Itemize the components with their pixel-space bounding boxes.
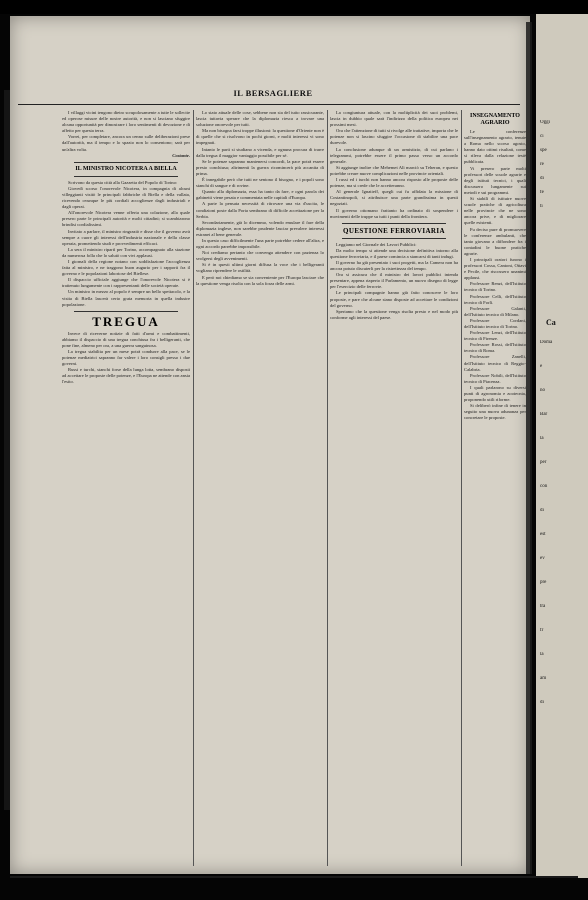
paragraph: La congiuntura attuale, con la moltiplicità dei suoi problemi, lascia in dubbio quale sarà l'indirizzo della politica europea nei prossimi mesi.	[330, 110, 458, 128]
adjacent-page-line: spe	[540, 148, 547, 153]
masthead-title: IL BERSAGLIERE	[233, 88, 313, 98]
paragraph: Professore Cordani, dell'Istituto tecnico di Torino.	[464, 317, 526, 329]
adjacent-page-line: di	[540, 176, 544, 181]
adjacent-page-line: Bar	[540, 412, 548, 417]
header-rule	[18, 104, 520, 105]
adjacent-page-line: no	[540, 388, 545, 393]
adjacent-page-line: ci	[540, 134, 544, 139]
adjacent-page-line: con	[540, 484, 548, 489]
paragraph: Si è in questi ultimi giorni diffusa la voce che i belligeranti vogliano riprendere le ostilità.	[196, 262, 324, 274]
paragraph: Professore Galanti, dell'Istituto tecnico di Milano.	[464, 305, 526, 317]
paragraph: Professore Nobili, dell'Istituto tecnico di Piacenza.	[464, 372, 526, 384]
paragraph: Russi e turchi, stanchi forse della lunga lotta, sembrano disposti ad accettare le proposte delle potenze, e l'Europa ne attende con ansia l'esito.	[62, 367, 190, 385]
paragraph: Ora si assicura che il ministro dei lavori pubblici intenda presentare, appena riaperto il Parlamento, un nuovo disegno di legge per l'esercizio delle ferrovie.	[330, 272, 458, 290]
article-title: TREGUA	[92, 313, 160, 329]
article-title: IL MINISTRO NICOTERA A BIELLA	[75, 165, 177, 172]
bottom-border	[10, 876, 578, 878]
adjacent-page-line: tra	[540, 604, 546, 609]
paragraph: Professore Zanelli, dell'Istituto tecnico di Reggio-Calabria.	[464, 354, 526, 372]
adjacent-page-line: la	[540, 652, 544, 657]
adjacent-page-line: Doma	[540, 340, 553, 345]
paragraph: I giornali della regione notano con soddisfazione l'accoglienza fatta al ministro, e ne traggono buon augurio per i rapporti fra il governo e le popolazioni laboriose del Biellese.	[62, 258, 190, 277]
section-divider	[74, 162, 178, 163]
article-title: INSEGNAMENTO AGRARIO	[470, 113, 520, 126]
paragraph: Giovedì scorso l'onorevole Nicotera, in compagnia di alcuni villeggianti visitò le principali fabbriche di Biella e della vallata, ricevendo ovunque le più cordiali accoglienze dagli industriali e dagli operai.	[62, 185, 190, 210]
paragraph: Si deliberò infine di tenere in seguito una nuova adunanza per concretare le proposte.	[464, 403, 526, 421]
paragraph: Ora che l'attenzione di tutti si rivolge alle trattative, importa che le potenze non si lascino sfuggire l'occasione di stabilire una pace durevole.	[330, 128, 458, 146]
paragraph: Il governo ottomano frattanto ha ordinato di sospendere i movimenti delle truppe su tutti i punti della frontiera.	[330, 207, 458, 219]
column-rule	[193, 110, 194, 866]
section-divider	[74, 176, 178, 177]
section-divider	[342, 238, 446, 239]
paragraph: Professore Renzi, dell'Istituto tecnico di Torino.	[464, 281, 526, 293]
adjacent-page-line: fe	[540, 190, 544, 195]
column-3	[330, 110, 458, 862]
adjacent-page	[536, 14, 588, 878]
column-2	[196, 110, 324, 862]
paragraph: Lo stato attuale delle cose, sebbene non sia del tutto rassicurante, lascia tuttavia sperare che la diplomazia riesca a trovare una soluzione onorevole per tutti.	[196, 110, 324, 128]
scan-top-border	[0, 0, 588, 14]
paragraph: Ma non bisogna farsi troppe illusioni: la questione d'Oriente non è di quelle che si risolvono in pochi giorni, e molti interessi vi sono impegnati.	[196, 128, 324, 146]
paragraph: All'onorevole Nicotera venne offerta una colazione, alla quale presero parte le principali autorità e molti cittadini; si scambiarono brindisi cordialissimi.	[62, 210, 190, 228]
paragraph: In questo caso difficilmente l'una parte potrebbe cedere all'altra, e ogni accordo parrebbe impossibile.	[196, 237, 324, 250]
adjacent-page-line: e	[540, 364, 543, 369]
paragraph: Vorrei, per completare, ancora un cenno sulle deliberazioni prese dall'autorità, ma il tempo e lo spazio non lo consentono; sarà per un'altra volta.	[62, 134, 190, 152]
paragraph: Professore Lenzi, dell'Istituto tecnico di Firenze.	[464, 330, 526, 342]
paragraph: Le principali compagnie hanno già fatto conoscere le loro proposte, e pare che alcune siano disposte ad accettare le condizioni del governo.	[330, 290, 458, 308]
paragraph: E però noi chiediamo se sia conveniente per l'Europa lasciare che la questione venga risolta con la sola forza delle armi.	[196, 274, 324, 286]
paragraph: Il governo ha già presentato i suoi progetti, ma la Camera non ha ancora potuto discuterli per la ristrettezza del tempo.	[330, 259, 458, 272]
signature: Costante.	[172, 152, 190, 158]
column-1	[62, 110, 190, 862]
adjacent-page-line: per	[540, 460, 547, 465]
adjacent-page-line: ev	[540, 556, 545, 561]
paragraph: La conclusione adunque di un armistizio, di cui parlano i telegrammi, potrebbe essere il primo passo verso un accordo generale.	[330, 146, 458, 164]
article-title: QUESTIONE FERROVIARIA	[343, 226, 445, 235]
adjacent-page-line: fr	[540, 628, 544, 633]
paragraph: Un ministro in mezzo al popolo è sempre un bello spettacolo, e la visita di Biella lascerà certo grata memoria in quella industre popolazione.	[62, 289, 190, 307]
paragraph: I principali oratori furono i professori Cossa, Cantoni, Ottavi e Pecile, che riscossero unanimi applausi.	[464, 256, 526, 281]
paragraph: Secondariamente, già lo dicemmo, volendo emulare il fare della diplomazia inglese, non sarebbe prudente lasciar prevalere interessi estranei al bene generale.	[196, 219, 324, 237]
paragraph: Professore Rossi, dell'Istituto tecnico di Roma.	[464, 342, 526, 354]
paragraph: Il dispaccio ufficiale aggiunge che l'onorevole Nicotera si è trattenuto lungamente con i rappresentanti delle società operaie.	[62, 277, 190, 289]
adjacent-page-line: re	[540, 162, 544, 167]
paragraph: Le conferenze sull'insegnamento agrario, tenute a Roma nello scorso agosto, hanno dato ottimi risultati, come si rileva dalla relazione testè pubblicata.	[464, 129, 526, 165]
paragraph: Noi crediamo pertanto che convenga attendere con pazienza lo svolgersi degli avvenimenti.	[196, 250, 324, 262]
adjacent-page-line: la	[540, 436, 544, 441]
paragraph: I quali parlarono su diversi punti di agronomia e zootecnia, proponendo utili riforme.	[464, 384, 526, 403]
paragraph: I villaggi vicini tengono dietro scrupolosamente a tutte le sollecite ed operose misure delle nostre autorità, e non si lasciano sfuggire alcuna opportunità per dimostrare i loro sentimenti di devozione e di affetto per questa terra.	[62, 110, 190, 134]
page-fold	[526, 22, 532, 874]
paragraph: Si stabilì di istituire nuove scuole pratiche di agricoltura nelle provincie che ne sono ancora prive, e di migliorare quelle esistenti.	[464, 196, 526, 226]
paragraph: Quanto alla diplomazia, essa ha tanto da fare, e ogni parola dei gabinetti viene pesata e commentata nelle capitali d'Europa.	[196, 189, 324, 201]
paragraph: Leggiamo nel Giornale dei Lavori Pubblici:	[336, 241, 417, 247]
paragraph: Professore Celli, dell'Istituto tecnico di Forlì.	[464, 293, 526, 305]
paragraph: Speriamo che la questione venga risolta presto e nel modo più conforme agli interessi del paese.	[330, 308, 458, 320]
paragraph: È innegabile però che tutti ne sentono il bisogno, e i popoli sono stanchi di sangue e di rovine.	[196, 177, 324, 189]
adjacent-page-line: est	[540, 532, 546, 537]
paragraph: A parte la pensata necessità di ritrovare una via d'uscita, le condizioni poste dalla Porta sembrano di difficile accettazione per la Serbia.	[196, 201, 324, 219]
page-header	[18, 88, 518, 102]
paragraph: Invece di riceverne notizie di fatti d'armi e combattimenti, abbiamo il dispaccio di una tregua conchiusa fra i belligeranti, che pone fine, almeno per ora, a una guerra sanguinosa.	[62, 330, 190, 348]
column-rule	[327, 110, 328, 866]
paragraph: Al generale Ignatieff, quegli cui fu affidata la missione di Costantinopoli, si attribuisce una parte grandissima in questi negoziati.	[330, 189, 458, 207]
adjacent-page-line: di	[540, 700, 544, 705]
adjacent-page-line: Oggi	[540, 120, 550, 125]
section-divider	[74, 311, 178, 312]
adjacent-page-line: ti	[540, 204, 543, 209]
paragraph: Intanto le parti si studiano a vicenda, e ognuna procura di trarre dalla tregua il maggior vantaggio possibile per sé.	[196, 146, 324, 158]
adjacent-page-line: am	[540, 676, 547, 681]
adjacent-page-line: pre	[540, 580, 547, 585]
adjacent-page-line: di	[540, 508, 544, 513]
adjacent-page-title: Ca	[546, 318, 556, 327]
paragraph: Vi presero parte molti professori delle scuole agrarie e degli istituti tecnici, i quali discussero lungamente sui metodi e sui programmi.	[464, 165, 526, 195]
paragraph: La tregua stabilita per un mese potrà condurre alla pace, se le potenze mediatrici sapranno far valere i loro consigli presso i due governi.	[62, 349, 190, 367]
paragraph: La sera il ministro ripartì per Torino, accompagnato alla stazione da numerosa folla che lo salutò con vivi applausi.	[62, 246, 190, 258]
section-divider	[342, 223, 446, 224]
paragraph: Scrivono da questa città alla Gazzetta del Popolo di Torino:	[68, 179, 178, 185]
paragraph: Da molto tempo si attende una decisione definitiva intorno alla questione ferroviaria, e il paese comincia a stancarsi di tanti indugi.	[330, 247, 458, 259]
paragraph: I russi ed i turchi non hanno ancora risposto alle proposte delle potenze, ma si crede che le accetteranno.	[330, 177, 458, 189]
column-4	[464, 110, 526, 862]
paragraph: Invitato a parlare, il ministro ringraziò e disse che il governo avrà sempre a cuore gli interessi dell'industria nazionale e della classe operaia, promettendo studi e provvedimenti efficaci.	[62, 228, 190, 246]
column-rule	[461, 110, 462, 866]
paragraph: Fu deciso pure di promuovere le conferenze ambulanti, che tanto giovano a diffondere fra i contadini le buone pratiche agrarie.	[464, 226, 526, 256]
paragraph: Se le potenze sapranno mantenersi concordi, la pace potrà essere presto conchiusa; altrimenti la guerra ricomincerà più accanita di prima.	[196, 158, 324, 176]
paragraph: Si aggiunge inoltre che Mehemet Alì marciò su Teheran, e questo potrebbe creare nuove complicazioni nelle provincie orientali.	[330, 164, 458, 176]
